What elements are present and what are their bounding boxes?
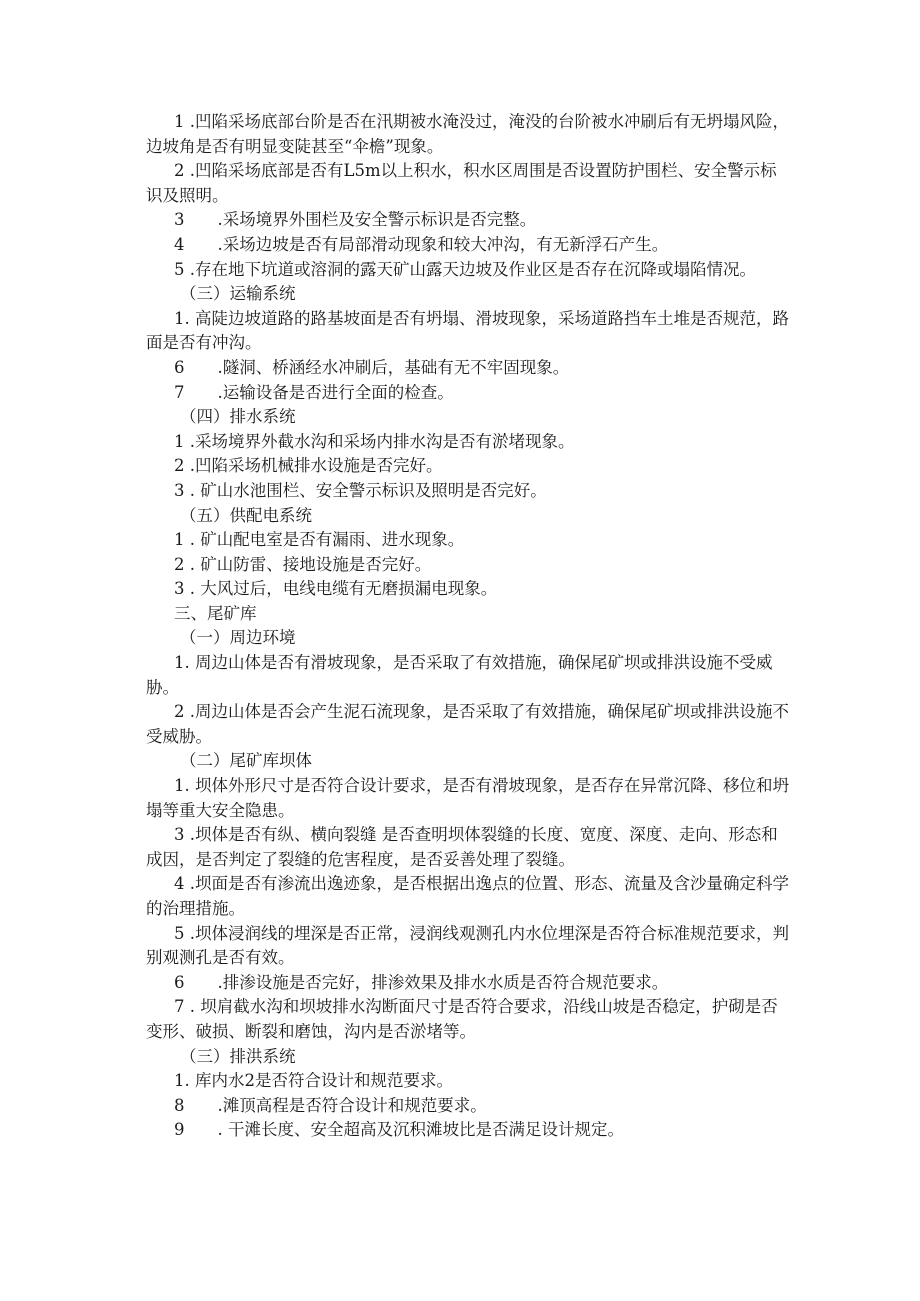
paragraph-item-power-1: 1 . 矿山配电室是否有漏雨、进水现象。 (174, 530, 465, 550)
section-heading-power: （五）供配电系统 (180, 505, 312, 525)
paragraph-item-dam-6: 6 .排渗设施是否完好，排渗效果及排水水质是否符合规范要求。 (174, 972, 669, 992)
paragraph-item-transport-6: 6 .隧洞、桥涵经水冲刷后，基础有无不牢固现象。 (174, 357, 570, 377)
section-heading-dam-body: （二）尾矿库坝体 (180, 751, 312, 771)
paragraph-item-dam-5: 5 .坝体浸润线的埋深是否正常，浸润线观测孔内水位埋深是否符合标准规范要求，判别观测孔是否有效。 (146, 923, 789, 968)
paragraph-item-drainage-2: 2 .凹陷采场机械排水设施是否完好。 (174, 456, 443, 476)
paragraph-item-surroundings-1: 1. 周边山体是否有滑坡现象，是否采取了有效措施，确保尾矿坝或排洪设施不受威胁。 (146, 653, 773, 697)
paragraph-item-power-2: 2 . 矿山防雷、接地设施是否完好。 (174, 554, 432, 574)
paragraph-item-transport-7: 7 .运输设备是否进行全面的检查。 (174, 382, 454, 402)
section-heading-surroundings: （一）周边环境 (180, 628, 296, 648)
paragraph-item-2: 2 .凹陷采场底部是否有L5m以上积水，积水区周围是否设置防护围栏、安全警示标识及照明。 (146, 161, 777, 205)
paragraph-item-power-3: 3 . 大风过后，电线电缆有无磨损漏电现象。 (174, 579, 498, 599)
document-body (146, 110, 792, 1143)
paragraph-item-surroundings-2: 2 .周边山体是否会产生泥石流现象，是否采取了有效措施，确保尾矿坝或排洪设施不受威胁。 (146, 702, 789, 746)
paragraph-item-transport-1: 1. 高陡边坡道路的路基坡面是否有坍塌、滑坡现象，采场道路挡车土堆是否规范，路面是否有冲沟。 (146, 308, 789, 353)
paragraph-item-4: 4 .采场边坡是否有局部滑动现象和较大冲沟，有无新浮石产生。 (174, 234, 669, 254)
paragraph-item-dam-7: 7 . 坝肩截水沟和坝坡排水沟断面尺寸是否符合要求，沿线山坡是否稳定，护砌是否变形、破损、断裂和磨蚀，沟内是否淤堵等。 (146, 997, 778, 1041)
paragraph-item-dam-1: 1. 坝体外形尺寸是否符合设计要求，是否有滑坡现象，是否存在异常沉降、移位和坍塌等重大安全隐患。 (146, 776, 789, 820)
paragraph-item-flood-1: 1. 库内水2是否符合设计和规范要求。 (174, 1071, 453, 1091)
paragraph-item-drainage-3: 3 . 矿山水池围栏、安全警示标识及照明是否完好。 (174, 480, 547, 500)
paragraph-item-drainage-1: 1 .采场境界外截水沟和采场内排水沟是否有淤堵现象。 (174, 431, 575, 451)
chapter-heading-tailings: 三、尾矿库 (174, 603, 257, 623)
paragraph-item-dam-4: 4 .坝面是否有渗流出逸迹象，是否根据出逸点的位置、形态、流量及含沙量确定科学的治理措施。 (146, 874, 789, 918)
section-heading-drainage: （四）排水系统 (180, 407, 296, 427)
section-heading-transport: （三）运输系统 (180, 284, 296, 304)
paragraph-item-3: 3 .采场境界外围栏及安全警示标识是否完整。 (174, 210, 537, 230)
paragraph-item-flood-8: 8 .滩顶高程是否符合设计和规范要求。 (174, 1095, 487, 1115)
paragraph-item-5: 5 .存在地下坑道或溶洞的露天矿山露天边坡及作业区是否存在沉降或塌陷情况。 (174, 259, 756, 279)
paragraph-item-1: 1 .凹陷采场底部台阶是否在汛期被水淹没过，淹没的台阶被水冲刷后有无坍塌风险，边坡角是否有明显变陡甚至“伞檐”现象。 (146, 112, 789, 156)
paragraph-item-dam-3: 3 .坝体是否有纵、横向裂缝 是否查明坝体裂缝的长度、宽度、深度、走向、形态和成因，是否判定了裂缝的危害程度，是否妥善处理了裂缝。 (146, 825, 778, 869)
section-heading-flood-discharge: （三）排洪系统 (180, 1046, 296, 1066)
paragraph-item-flood-9: 9 . 干滩长度、安全超高及沉积滩坡比是否满足设计规定。 (174, 1120, 624, 1140)
